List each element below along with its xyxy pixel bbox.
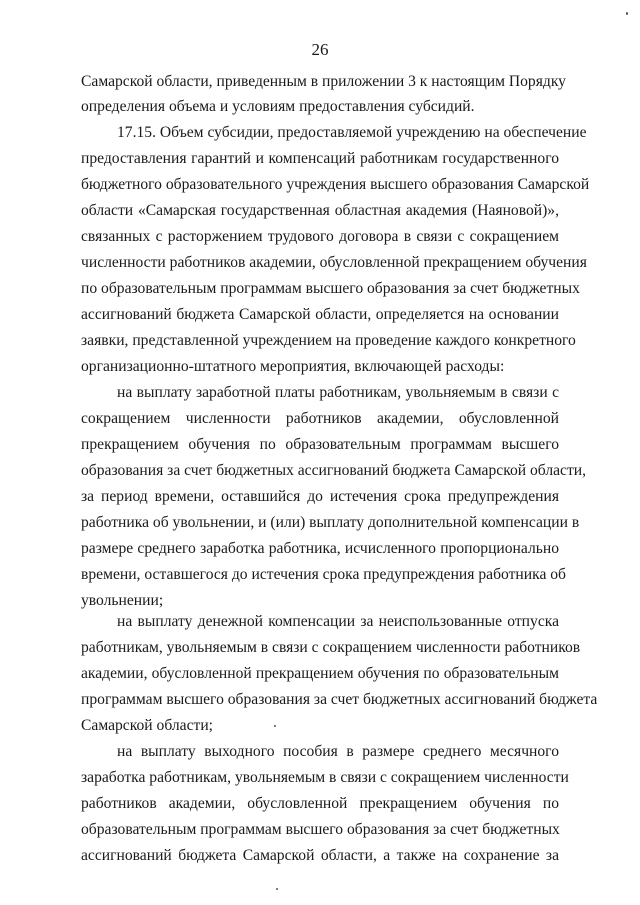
text-line: Самарской области, приведенным в приложении 3 к настоящим Порядку (81, 73, 566, 90)
text-line: на выплату заработной платы работникам, увольняемым в связи с (117, 384, 559, 401)
text-line: академии, обусловленной прекращением обучения по образовательным (81, 665, 559, 682)
text-line: образования за счет бюджетных ассигнований бюджета Самарской области, (81, 462, 587, 479)
text-line: увольнении; (81, 592, 164, 609)
text-line: связанных с расторжением трудового договора в связи с сокращением (81, 228, 559, 245)
page-number: 26 (311, 40, 329, 59)
text-line: бюджетного образовательного учреждения высшего образования Самарской (81, 176, 590, 193)
text-line: ассигнований бюджета Самарской области, определяется на основании (81, 306, 559, 323)
text-line: прекращением обучения по образовательным программам высшего (81, 436, 559, 453)
text-line: заявки, представленной учреждением на проведение каждого конкретного (81, 332, 576, 349)
text-line: работника об увольнении, и (или) выплату дополнительной компенсации в (81, 514, 580, 531)
text-line: 17.15. Объем субсидии, предоставляемой учреждению на обеспечение (117, 124, 587, 141)
text-line: Самарской области; (81, 717, 214, 734)
text-line: области «Самарская государственная областная академия (Наяновой)», (81, 202, 559, 219)
text-line: на выплату выходного пособия в размере среднего месячного (117, 743, 559, 760)
scan-speck (274, 725, 276, 727)
text-line: на выплату денежной компенсации за неиспользованные отпуска (117, 613, 559, 630)
text-line: программам высшего образования за счет бюджетных ассигнований бюджета (81, 691, 598, 708)
text-line: предоставления гарантий и компенсаций работникам государственного (81, 150, 559, 167)
text-line: ассигнований бюджета Самарской области, а также на сохранение за (81, 847, 559, 864)
text-line: образовательным программам высшего образования за счет бюджетных (81, 821, 560, 838)
text-line: сокращением численности работников академии, обусловленной (81, 410, 559, 427)
text-line: численности работников академии, обусловленной прекращением обучения (81, 254, 587, 271)
text-line: работникам, увольняемым в связи с сокращением численности работников (81, 639, 581, 656)
text-line: определения объема и условиям предоставления субсидий. (81, 98, 475, 115)
text-line: по образовательным программам высшего образования за счет бюджетных (81, 280, 580, 297)
text-line: заработка работникам, увольняемым в связи с сокращением численности (81, 769, 569, 786)
text-line: работников академии, обусловленной прекращением обучения по (81, 795, 559, 812)
text-line: размере среднего заработка работника, исчисленного пропорционально (81, 540, 559, 557)
scan-speck (276, 888, 278, 890)
text-line: времени, оставшегося до истечения срока предупреждения работника об (81, 566, 566, 583)
text-line: организационно-штатного мероприятия, включающей расходы: (81, 358, 505, 375)
scan-speck (626, 12, 628, 15)
text-line: за период времени, оставшийся до истечения срока предупреждения (81, 488, 559, 505)
